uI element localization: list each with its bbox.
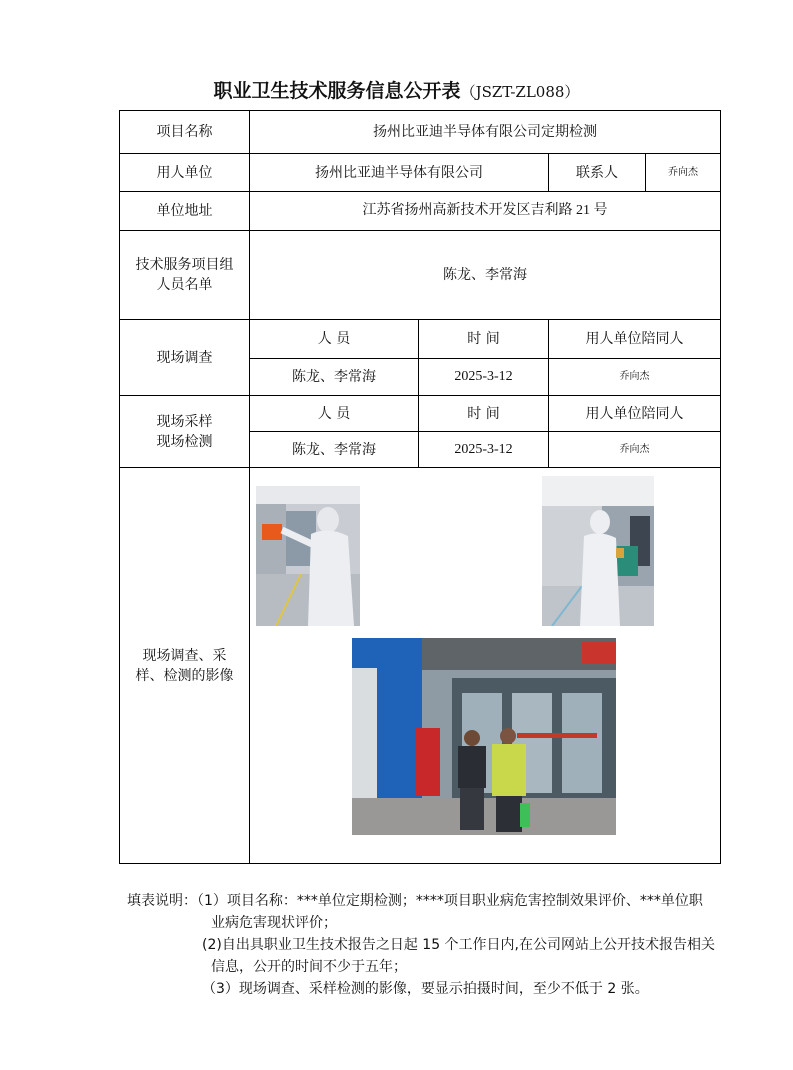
sampling-person: 陈龙、李常海 <box>250 432 419 468</box>
note-2a: (2)自出具职业卫生技术报告之日起 15 个工作日内,在公司网站上公开技术报告相关 <box>202 937 715 953</box>
title-code: （JSZT-ZL088） <box>460 83 580 101</box>
employer-value: 扬州比亚迪半导体有限公司 <box>250 154 549 192</box>
survey-escort: 乔向杰 <box>549 359 721 396</box>
contact-cell <box>549 154 721 192</box>
note-1a-text: （1）项目名称：***单位定期检测；****项目职业病危害控制效果评价、***单位职 <box>197 893 703 909</box>
photo-cleanroom-sampling <box>256 486 360 626</box>
team-label-text: 技术服务项目组人员名单 <box>135 257 234 293</box>
photo-site-entrance <box>352 638 616 835</box>
images-cell <box>250 468 721 864</box>
project-label: 项目名称 <box>120 111 250 154</box>
filling-notes <box>127 890 727 1000</box>
note-3: （3）现场调查、采样检测的影像，要显示拍摄时间，至少不低于 2 张。 <box>202 981 649 997</box>
note-1b: 业病危害现状评价； <box>211 915 337 931</box>
survey-col-escort: 用人单位陪同人 <box>549 320 721 359</box>
survey-label: 现场调查 <box>120 320 250 396</box>
survey-person: 陈龙、李常海 <box>250 359 419 396</box>
title-main: 职业卫生技术服务信息公开表 <box>213 80 461 102</box>
photos-area <box>250 468 720 862</box>
contact-label: 联系人 <box>549 154 646 191</box>
sampling-escort: 乔向杰 <box>549 432 721 468</box>
note-1a <box>127 890 727 912</box>
team-label <box>120 231 250 320</box>
survey-col-time: 时 间 <box>419 320 549 359</box>
sampling-label: 现场采样 现场检测 <box>120 396 250 468</box>
contact-value: 乔向杰 <box>668 166 698 178</box>
address-label: 单位地址 <box>120 192 250 231</box>
sampling-col-person: 人 员 <box>250 396 419 432</box>
employer-label: 用人单位 <box>120 154 250 192</box>
photo-cleanroom-corridor <box>542 476 654 626</box>
images-label <box>120 468 250 864</box>
notes-prefix: 填表说明： <box>127 893 197 909</box>
project-value: 扬州比亚迪半导体有限公司定期检测 <box>250 111 721 154</box>
info-table <box>119 110 721 864</box>
team-value: 陈龙、李常海 <box>250 231 721 320</box>
survey-col-person: 人 员 <box>250 320 419 359</box>
note-2b: 信息，公开的时间不少于五年； <box>211 959 407 975</box>
sampling-col-escort: 用人单位陪同人 <box>549 396 721 432</box>
images-label-text: 现场调查、采样、检测的影像 <box>135 647 234 684</box>
page-title <box>0 76 793 103</box>
sampling-time: 2025-3-12 <box>419 432 549 468</box>
sampling-col-time: 时 间 <box>419 396 549 432</box>
survey-time: 2025-3-12 <box>419 359 549 396</box>
address-value: 江苏省扬州高新技术开发区吉利路 21 号 <box>250 192 721 231</box>
